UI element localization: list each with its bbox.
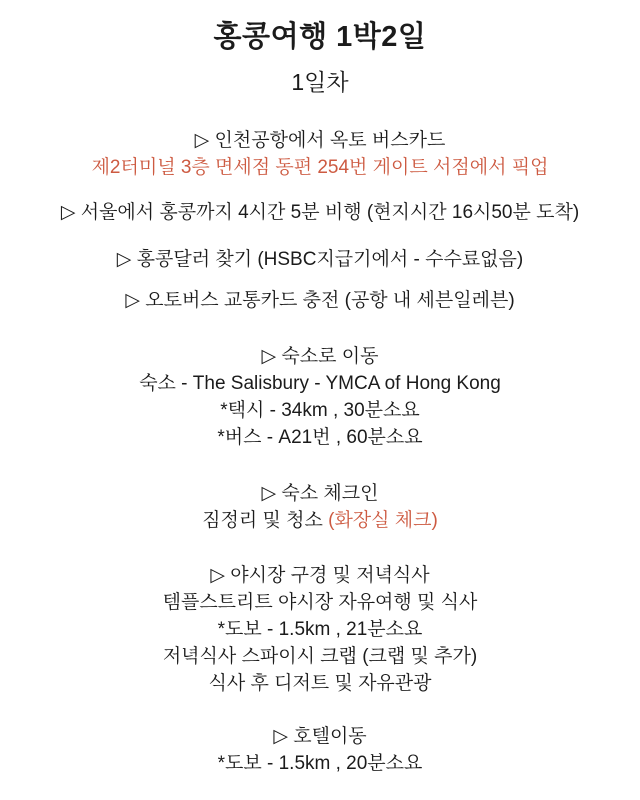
section-flight: [0, 199, 640, 226]
lodging-name: 숙소 - The Salisbury - YMCA of Hong Kong: [139, 373, 501, 394]
section-heading: ▷ 서울에서 홍콩까지 4시간 5분 비행 (현지시간 16시50분 도착): [60, 202, 580, 223]
taxi-detail: *택시 - 34km , 30분소요: [220, 400, 420, 421]
section-currency: [0, 246, 640, 273]
walk-detail: *도보 - 1.5km , 20분소요: [217, 753, 423, 774]
check-in-note-accent: (화장실 체크): [328, 510, 438, 531]
section-hotel-move: [0, 723, 640, 777]
section-heading: ▷ 호텔이동: [273, 726, 367, 747]
section-heading: ▷ 숙소로 이동: [261, 346, 379, 367]
day-label: 1일차: [291, 69, 349, 95]
section-check-in: [0, 480, 640, 534]
section-heading: ▷ 인천공항에서 옥토 버스카드: [194, 130, 446, 151]
dinner-detail: 저녁식사 스파이시 크랩 (크랩 및 추가): [162, 646, 478, 667]
section-night-market: [0, 562, 640, 697]
pickup-note: 제2터미널 3층 면세점 동편 254번 게이트 서점에서 픽업: [91, 157, 549, 178]
section-heading: ▷ 오토버스 교통카드 충전 (공항 내 세븐일레븐): [125, 290, 515, 311]
section-heading: ▷ 야시장 구경 및 저녁식사: [210, 565, 430, 586]
section-octopus-card: [0, 127, 640, 181]
section-transit-card: [0, 287, 640, 314]
check-in-note: [0, 507, 640, 534]
check-in-note-text: 짐정리 및 청소: [202, 510, 329, 531]
section-move-to-lodging: [0, 343, 640, 451]
section-heading: ▷ 홍콩달러 찾기 (HSBC지급기에서 - 수수료없음): [116, 249, 524, 270]
page-title: 홍콩여행 1박2일: [213, 21, 427, 53]
walk-detail: *도보 - 1.5km , 21분소요: [217, 619, 423, 640]
section-heading: ▷ 숙소 체크인: [261, 483, 379, 504]
bus-detail: *버스 - A21번 , 60분소요: [217, 427, 423, 448]
market-detail: 템플스트리트 야시장 자유여행 및 식사: [162, 592, 478, 613]
dessert-detail: 식사 후 디저트 및 자유관광: [208, 673, 432, 694]
